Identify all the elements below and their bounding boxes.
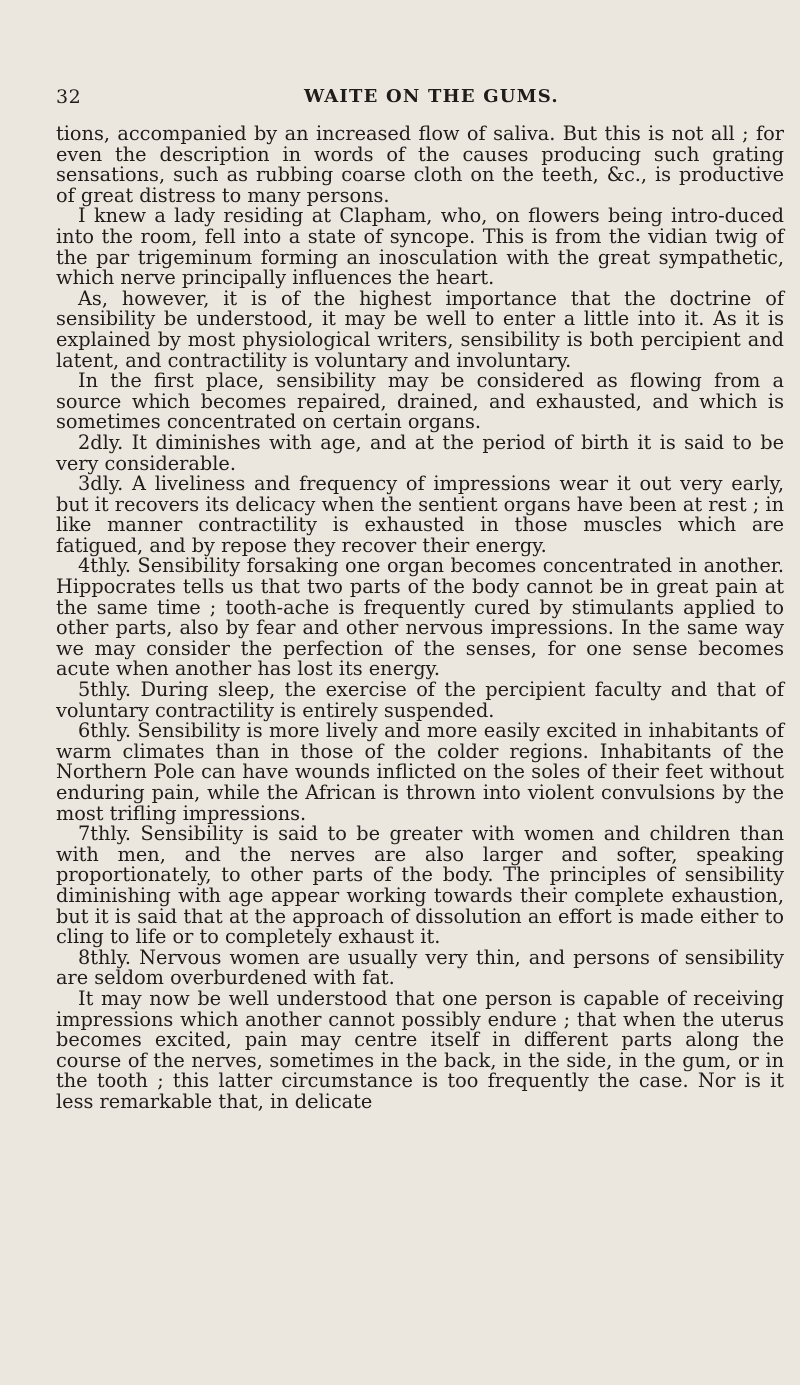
paragraph: 8thly. Nervous women are usually very thin, and persons of sensibility are seldom overburdened with fat.: [56, 945, 784, 990]
body-text: [56, 124, 784, 1113]
paragraph: tions, accompanied by an increased flow of saliva. But this is not all ; for even the description in words of the causes producing such grating sensations, such as rubbing coarse cloth on the teeth, &c., is productive of great distress to many persons.: [56, 122, 784, 207]
page-header: [56, 86, 784, 112]
running-head: WAITE ON THE GUMS.: [304, 86, 559, 107]
paragraph: 6thly. Sensibility is more lively and more easily excited in inhabitants of warm climates than in those of the colder regions. Inhabitants of the Northern Pole can have wounds inflicted on the soles of their feet without enduring pain, while the African is thrown into violent convulsions by the most trifling impressions.: [56, 719, 784, 825]
paragraph: It may now be well understood that one person is capable of receiving impressions which another cannot possibly endure ; that when the uterus becomes excited, pain may centre itself in different parts along the course of the nerves, sometimes in the back, in the side, in the gum, or in the tooth ; this latter circumstance is too frequently the case. Nor is it less remarkable that, in delicate: [56, 986, 784, 1113]
paragraph: 3dly. A liveliness and frequency of impressions wear it out very early, but it recovers its delicacy when the sentient organs have been at rest ; in like manner contractility is exhausted in those muscles which are fatigued, and by repose they recover their energy.: [56, 472, 784, 557]
paragraph: As, however, it is of the highest importance that the doctrine of sensibility be understood, it may be well to enter a little into it. As it is explained by most physiological writers, sensibility is both percipient and latent, and contractility is voluntary and involuntary.: [56, 286, 784, 372]
paragraph: 7thly. Sensibility is said to be greater with women and children than with men, and the nerves are also larger and softer, speaking proportionately, to other parts of the body. The principles of sensibility diminishing with age appear working towards their complete exhaustion, but it is said that at the approach of dissolution an effort is made either to cling to life or to completely exhaust it.: [56, 822, 784, 949]
paragraph: 5thly. During sleep, the exercise of the percipient faculty and that of voluntary contractility is entirely suspended.: [56, 678, 784, 722]
paragraph: 2dly. It diminishes with age, and at the period of birth it is said to be very considerable.: [56, 430, 784, 475]
paragraph: 4thly. Sensibility forsaking one organ becomes concentrated in another. Hippocrates tells us that two parts of the body cannot be in great pain at the same time ; tooth-ache is frequently cured by stimulants applied to other parts, also by fear and other nervous impressions. In the same way we may consider the perfection of the senses, for one sense becomes acute when another has lost its energy.: [56, 554, 784, 681]
paragraph: I knew a lady residing at Clapham, who, on flowers being intro-duced into the room, fell into a state of syncope. This is from the vidian twig of the par trigeminum forming an inosculation with the great sympathetic, which nerve principally influences the heart.: [56, 204, 784, 290]
page-number: 32: [56, 86, 82, 108]
paragraph: In the first place, sensibility may be considered as flowing from a source which becomes repaired, drained, and exhausted, and which is sometimes concentrated on certain organs.: [56, 369, 784, 434]
